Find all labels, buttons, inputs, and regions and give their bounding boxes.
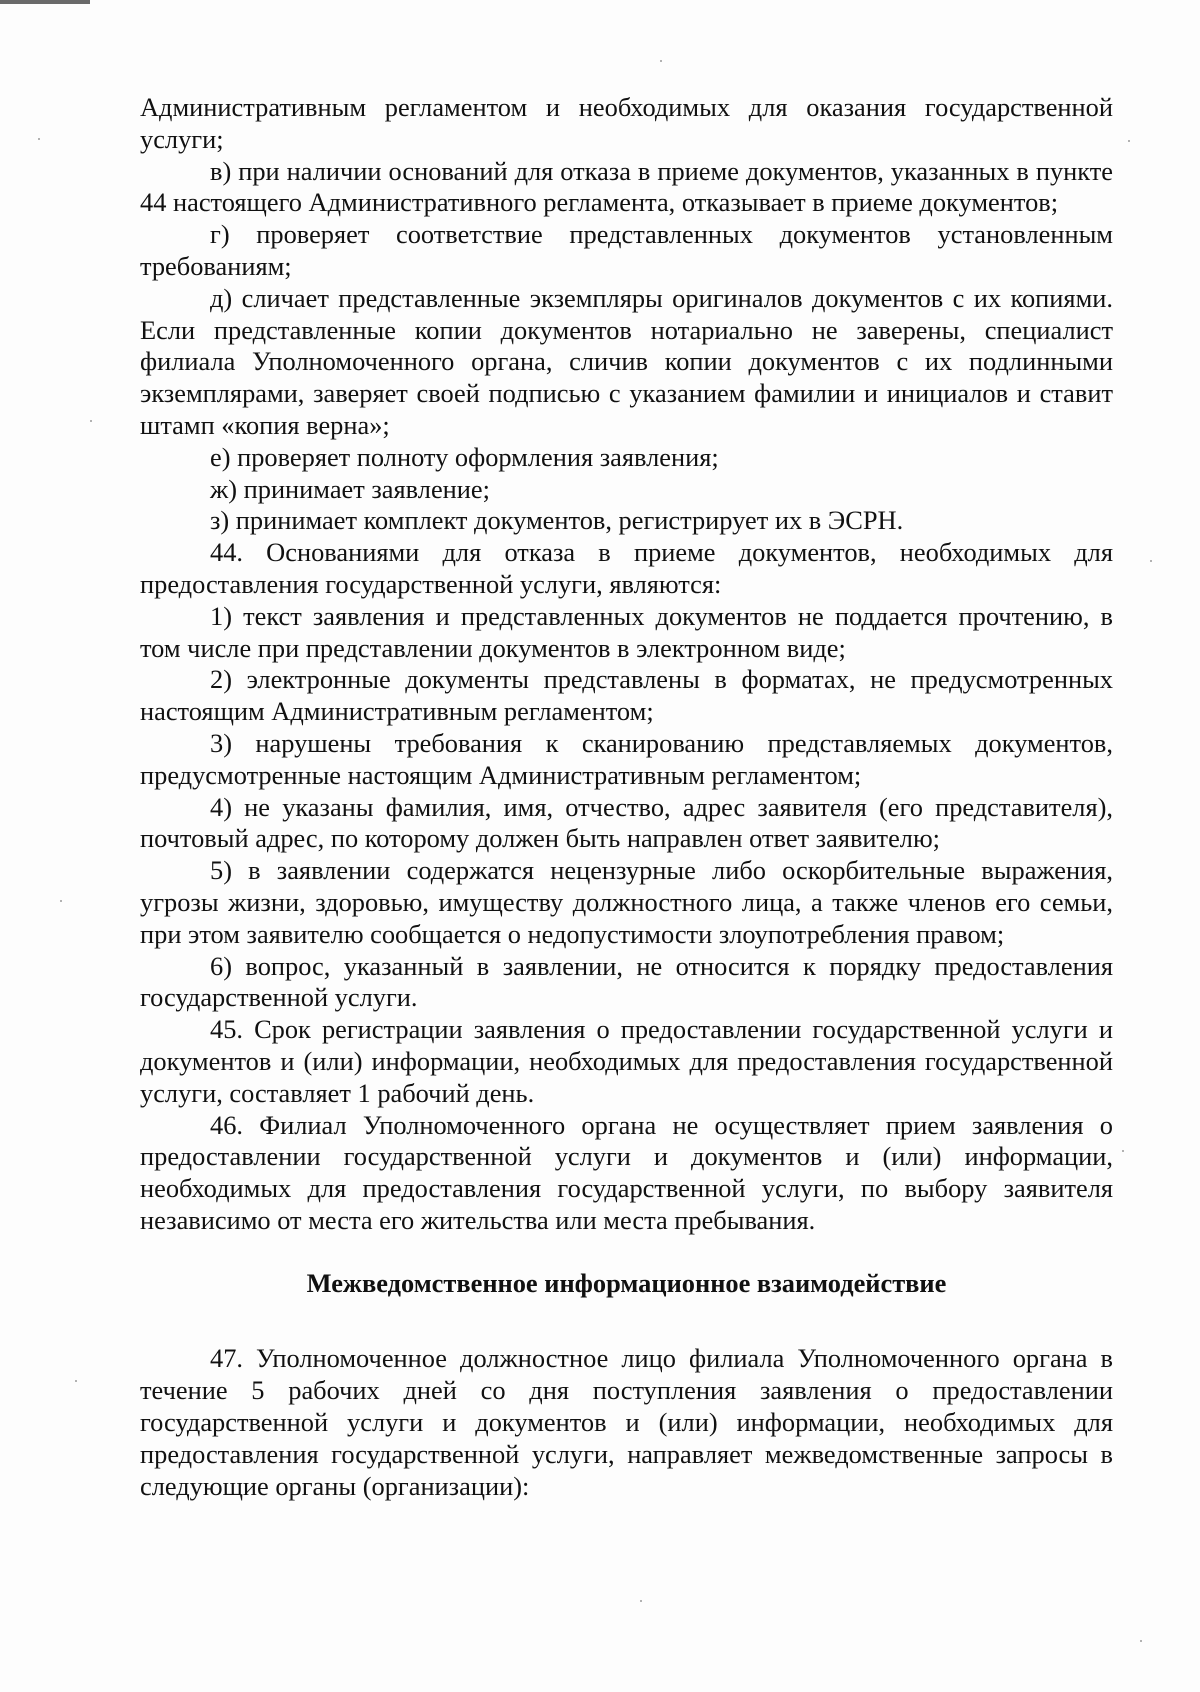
paragraph-item-z: з) принимает комплект документов, регистрирует их в ЭСРН. [210, 505, 904, 536]
paragraph-item-zh: ж) принимает заявление; [210, 473, 490, 504]
paragraph-44: 44. Основаниями для отказа в приеме документов, необходимых для предоставления государственной услуги, являются: [140, 537, 1113, 599]
section-heading: Межведомственное информационное взаимодействие [306, 1267, 947, 1298]
paragraph-45: 45. Срок регистрации заявления о предоставлении государственной услуги и документов и (или) информации, необходимых для предоставления государственной услуги, составляет 1 рабочий день. [140, 1014, 1113, 1108]
paragraph-continuation: Административным регламентом и необходимых для оказания государственной услуги; [140, 92, 1113, 154]
scan-speck [75, 1380, 77, 1382]
scan-speck [1122, 1150, 1124, 1152]
paragraph-44-item-4: 4) не указаны фамилия, имя, отчество, адрес заявителя (его представителя), почтовый адрес, по которому должен быть направлен ответ заявителю; [140, 791, 1113, 854]
paragraph-46: 46. Филиал Уполномоченного органа не осуществляет прием заявления о предоставлении государственной услуги и документов и (или) информации, необходимых для предоставления государственной услуги, по выбору заявителя независимо от места его жительства или места пребывания. [140, 1109, 1113, 1235]
scan-speck [1150, 560, 1152, 562]
paragraph-item-g: г) проверяет соответствие представленных документов установленным требованиям; [140, 219, 1113, 281]
scan-edge-mark [0, 0, 90, 4]
scan-speck [660, 60, 662, 62]
paragraph-44-item-5: 5) в заявлении содержатся нецензурные либо оскорбительные выражения, угрозы жизни, здоровью, имуществу должностного лица, а также членов его семьи, при этом заявителю сообщается о недопустимости злоупотребления правом; [140, 855, 1113, 949]
paragraph-44-item-2: 2) электронные документы представлены в форматах, не предусмотренных настоящим Административным регламентом; [140, 664, 1113, 727]
scan-speck [60, 900, 62, 902]
scan-speck [1128, 140, 1130, 142]
scan-speck [90, 420, 92, 422]
paragraph-44-item-3: 3) нарушены требования к сканированию представляемых документов, предусмотренные настоящим Административным регламентом; [140, 727, 1113, 790]
scan-speck [640, 1600, 642, 1602]
scan-speck [38, 138, 40, 140]
paragraph-44-item-1: 1) текст заявления и представленных документов не поддается прочтению, в том числе при представлении документов в электронном виде; [140, 600, 1113, 663]
paragraph-item-d: д) сличает представленные экземпляры оригиналов документов с их копиями. Если представленные копии документов нотариально не заверены, специалист филиала Уполномоченного органа, сличив копии документов с их подлинными экземплярами, заверяет своей подписью с указанием фамилии и инициалов и ставит штамп «копия верна»; [140, 282, 1113, 440]
paragraph-44-item-6: 6) вопрос, указанный в заявлении, не относится к порядку предоставления государственной услуги. [140, 950, 1113, 1013]
paragraph-47: 47. Уполномоченное должностное лицо филиала Уполномоченного органа в течение 5 рабочих дней со дня поступления заявления о предоставлении государственной услуги и документов и (или) информации, необходимых для предоставления государственной услуги, направляет межведомственные запросы в следующие органы (организации): [140, 1343, 1113, 1501]
document-body [140, 92, 1113, 1502]
paragraph-item-e: е) проверяет полноту оформления заявления; [210, 441, 719, 472]
scan-speck [1140, 1640, 1142, 1642]
paragraph-item-v: в) при наличии оснований для отказа в приеме документов, указанных в пункте 44 настоящего Административного регламента, отказывает в приеме документов; [140, 155, 1113, 218]
